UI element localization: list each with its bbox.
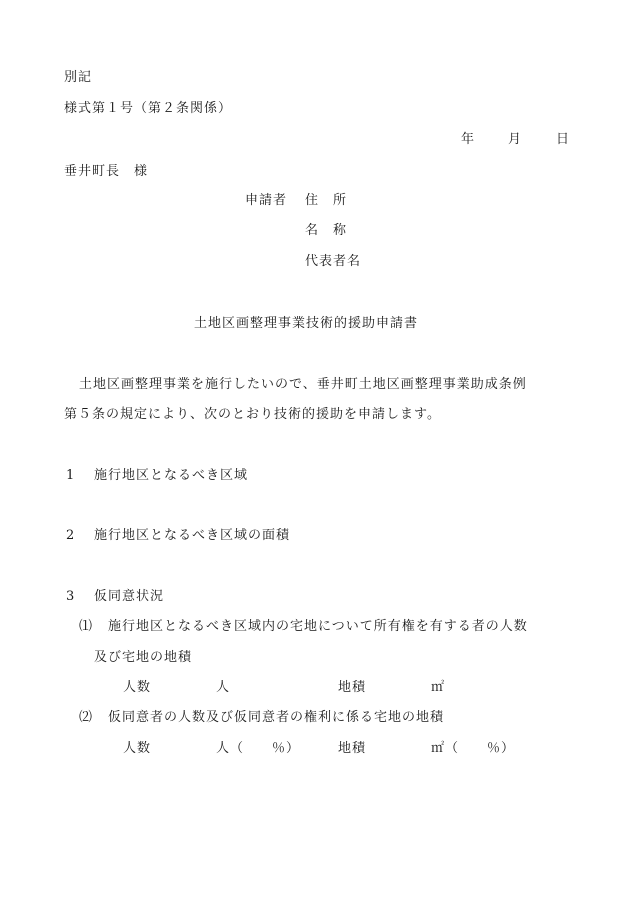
- sub-1-area-unit: ㎡: [431, 680, 446, 695]
- sub-2-line-1: 仮同意者の人数及び仮同意者の権利に係る宅地の地積: [108, 710, 445, 725]
- sub-2-area-label: 地積: [338, 741, 367, 756]
- sub-1-area-label: 地積: [338, 680, 367, 695]
- addressee: 垂井町長 様: [64, 164, 149, 179]
- sub-2-number: ⑵: [79, 710, 94, 725]
- applicant-name-label: 名 称: [305, 223, 348, 238]
- item-3-label: 仮同意状況: [94, 589, 165, 604]
- date-year-label: 年: [461, 132, 476, 147]
- sub-2-people-unit: 人（ ％）: [216, 741, 301, 756]
- sub-2-area-unit: ㎡（ ％）: [431, 741, 516, 756]
- sub-2-people-label: 人数: [123, 741, 152, 756]
- item-3-number: 3: [66, 589, 76, 604]
- form-number: 様式第１号（第２条関係）: [64, 101, 233, 116]
- date-day-label: 日: [556, 132, 571, 147]
- body-line-1: 土地区画整理事業を施行したいので、垂井町土地区画整理事業助成条例: [79, 377, 527, 392]
- annex-label: 別記: [64, 70, 93, 85]
- item-1-number: 1: [66, 468, 76, 483]
- sub-1-people-label: 人数: [123, 680, 152, 695]
- sub-1-people-unit: 人: [216, 680, 231, 695]
- document-title: 土地区画整理事業技術的援助申請書: [194, 316, 419, 331]
- item-2-number: 2: [66, 528, 76, 543]
- sub-1-number: ⑴: [79, 619, 94, 634]
- applicant-address-label: 住 所: [305, 193, 348, 208]
- item-2-label: 施行地区となるべき区域の面積: [94, 528, 291, 543]
- sub-1-line-1: 施行地区となるべき区域内の宅地について所有権を有する者の人数: [108, 619, 528, 634]
- applicant-role-label: 申請者: [245, 193, 288, 208]
- sub-1-line-2: 及び宅地の地積: [94, 650, 193, 665]
- date-month-label: 月: [508, 132, 523, 147]
- item-1-label: 施行地区となるべき区域: [94, 468, 249, 483]
- body-line-2: 第５条の規定により、次のとおり技術的援助を申請します。: [64, 407, 441, 422]
- applicant-representative-label: 代表者名: [305, 254, 362, 269]
